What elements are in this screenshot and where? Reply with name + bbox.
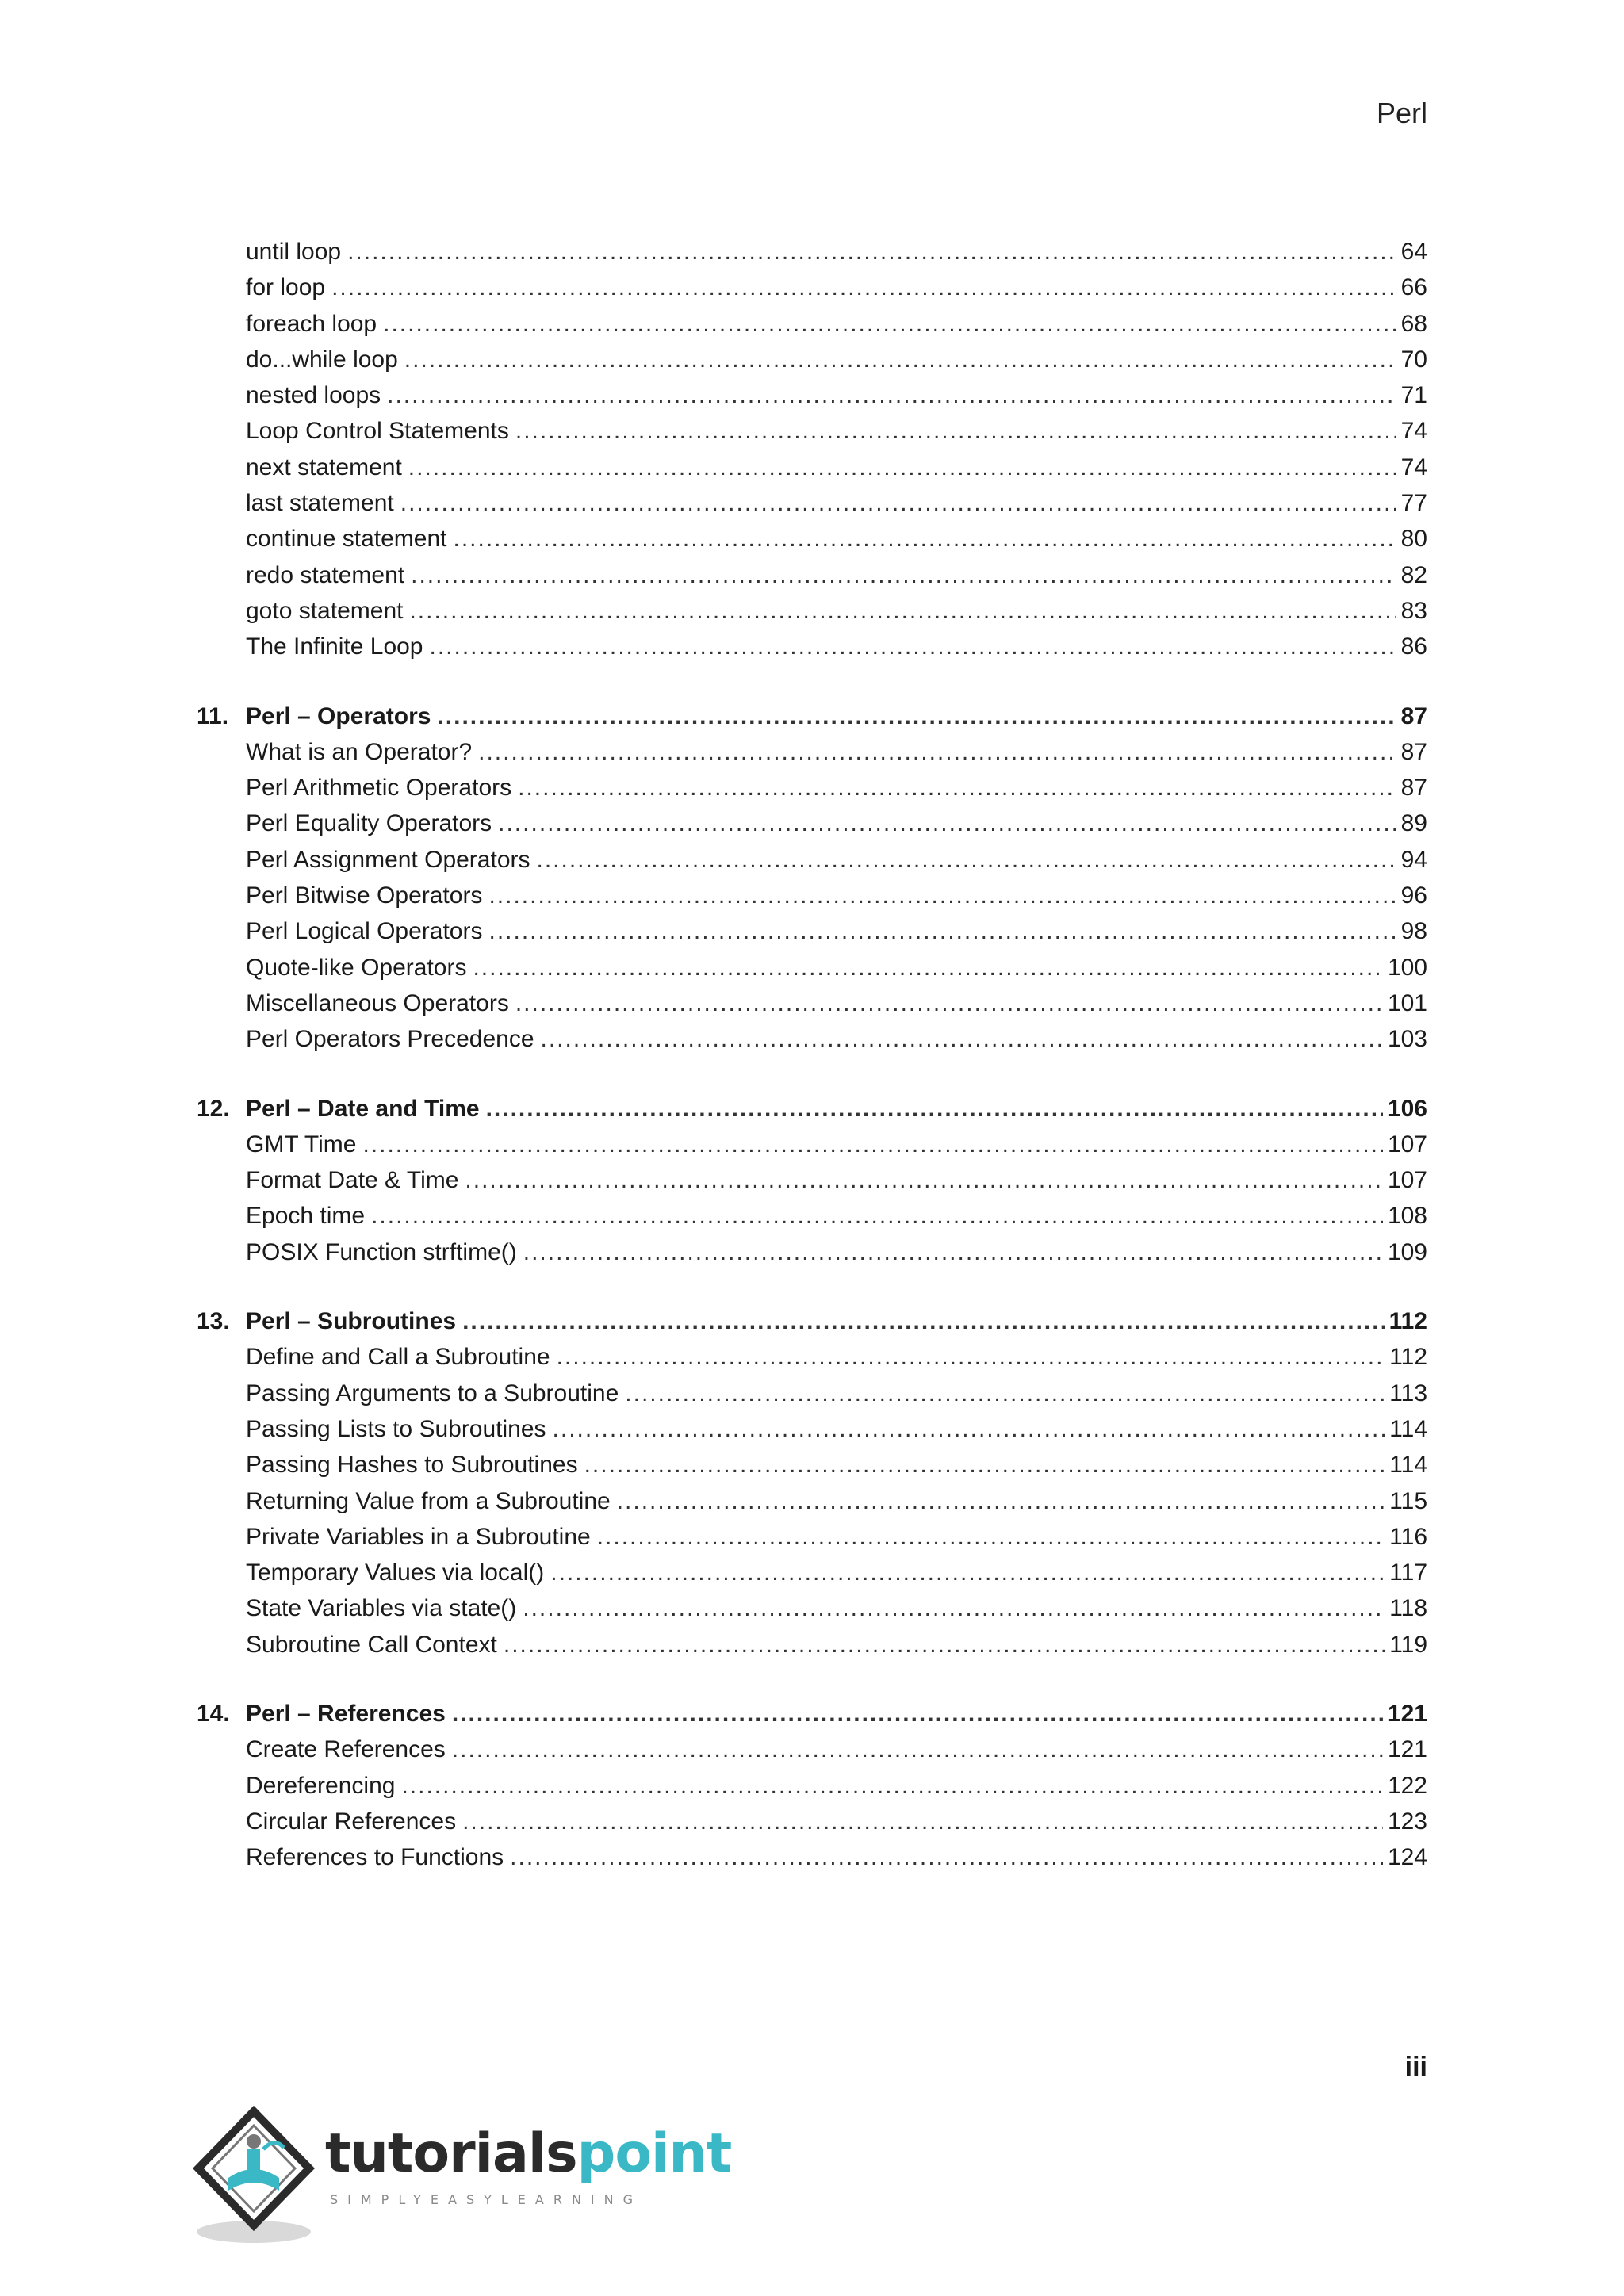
toc-entry[interactable] xyxy=(197,1376,1427,1411)
toc-entry[interactable] xyxy=(197,1162,1427,1198)
toc-entry-label: POSIX Function strftime() xyxy=(246,1238,517,1265)
toc-entry-page: 101 xyxy=(1387,989,1427,1016)
toc-entry[interactable] xyxy=(197,806,1427,841)
toc-entry-page: 80 xyxy=(1400,526,1427,553)
toc-entry-page: 121 xyxy=(1387,1700,1427,1727)
toc-entry[interactable] xyxy=(197,1447,1427,1483)
dot-leader xyxy=(553,1411,1385,1447)
dot-leader xyxy=(537,842,1396,878)
dot-leader xyxy=(617,1483,1385,1519)
toc-entry[interactable] xyxy=(197,1198,1427,1234)
logo-word-tutorials: tutorials xyxy=(325,2122,577,2185)
table-of-contents xyxy=(197,234,1427,1908)
toc-entry[interactable] xyxy=(197,842,1427,878)
dot-leader xyxy=(584,1447,1385,1483)
dot-leader xyxy=(523,1590,1385,1626)
toc-entry-label: Quote-like Operators xyxy=(246,954,467,981)
toc-entry-label: Perl Arithmetic Operators xyxy=(246,775,512,802)
toc-entry-page: 107 xyxy=(1387,1167,1427,1194)
dot-leader xyxy=(408,450,1396,485)
toc-entry-page: 83 xyxy=(1400,597,1427,624)
logo-diamond-icon xyxy=(190,2105,325,2248)
toc-entry[interactable] xyxy=(197,1627,1427,1663)
dot-leader xyxy=(387,377,1396,413)
dot-leader xyxy=(452,1696,1383,1732)
toc-entry-page: 96 xyxy=(1400,882,1427,909)
toc-entry-page: 103 xyxy=(1387,1026,1427,1053)
toc-entry-page: 113 xyxy=(1389,1380,1427,1406)
dot-leader xyxy=(371,1198,1383,1234)
dot-leader xyxy=(331,270,1396,305)
dot-leader xyxy=(401,1768,1383,1804)
toc-entry-page: 115 xyxy=(1389,1487,1427,1514)
dot-leader xyxy=(498,806,1396,841)
toc-section-chapter xyxy=(197,1091,1427,1270)
toc-entry[interactable] xyxy=(197,1127,1427,1162)
toc-entry-label: Perl – Subroutines xyxy=(246,1308,457,1335)
dot-leader xyxy=(362,1127,1382,1162)
toc-entry-page: 121 xyxy=(1387,1736,1427,1763)
toc-entry-page: 77 xyxy=(1400,490,1427,517)
toc-entry-label: Perl – Operators xyxy=(246,702,431,729)
toc-entry-page: 106 xyxy=(1387,1095,1427,1122)
toc-entry[interactable] xyxy=(197,734,1427,770)
toc-entry[interactable] xyxy=(197,629,1427,664)
toc-chapter-entry[interactable] xyxy=(197,1696,1427,1732)
toc-entry-label: Perl Logical Operators xyxy=(246,918,483,945)
toc-entry-label: Dereferencing xyxy=(246,1772,396,1799)
toc-entry-page: 107 xyxy=(1387,1131,1427,1158)
dot-leader xyxy=(465,1162,1383,1198)
toc-entry-label: do...while loop xyxy=(246,346,398,373)
toc-entry-label: Circular References xyxy=(246,1808,457,1835)
toc-section-continuation xyxy=(197,234,1427,665)
dot-leader xyxy=(462,1804,1383,1839)
toc-entry-label: Passing Arguments to a Subroutine xyxy=(246,1380,619,1406)
toc-entry-page: 94 xyxy=(1400,846,1427,873)
dot-leader xyxy=(510,1839,1383,1875)
toc-entry[interactable] xyxy=(197,950,1427,985)
dot-leader xyxy=(400,485,1396,521)
toc-entry-page: 114 xyxy=(1389,1415,1427,1442)
dot-leader xyxy=(541,1021,1383,1057)
dot-leader xyxy=(625,1376,1385,1411)
toc-entry[interactable] xyxy=(197,1732,1427,1767)
toc-entry-page: 124 xyxy=(1387,1844,1427,1871)
dot-leader xyxy=(404,342,1396,377)
toc-entry[interactable] xyxy=(197,1339,1427,1375)
toc-entry-label: The Infinite Loop xyxy=(246,633,423,660)
toc-entry-label: until loop xyxy=(246,239,342,265)
toc-entry-page: 68 xyxy=(1400,310,1427,337)
dot-leader xyxy=(462,1303,1385,1339)
toc-entry-label: next statement xyxy=(246,453,402,480)
toc-entry[interactable] xyxy=(197,913,1427,949)
toc-entry-page: 98 xyxy=(1400,918,1427,945)
dot-leader xyxy=(557,1339,1385,1375)
toc-chapter-entry[interactable] xyxy=(197,1091,1427,1127)
toc-entry[interactable] xyxy=(197,521,1427,557)
toc-entry[interactable] xyxy=(197,413,1427,449)
dot-leader xyxy=(518,770,1396,806)
page-header-title: Perl xyxy=(1376,97,1427,129)
toc-entry-label: Loop Control Statements xyxy=(246,418,509,445)
toc-entry[interactable] xyxy=(197,1555,1427,1590)
toc-entry-label: References to Functions xyxy=(246,1844,504,1871)
toc-chapter-entry[interactable] xyxy=(197,1303,1427,1339)
dot-leader xyxy=(515,985,1383,1021)
chapter-number: 14. xyxy=(197,1700,230,1727)
toc-entry-label: Create References xyxy=(246,1736,446,1763)
toc-entry[interactable] xyxy=(197,1768,1427,1804)
dot-leader xyxy=(504,1627,1385,1663)
toc-entry-label: Miscellaneous Operators xyxy=(246,989,509,1016)
toc-chapters xyxy=(197,698,1427,1876)
toc-entry-label: Epoch time xyxy=(246,1203,366,1230)
toc-entry[interactable] xyxy=(197,1804,1427,1839)
toc-entry-label: Perl – Date and Time xyxy=(246,1095,480,1122)
toc-entry-label: Passing Hashes to Subroutines xyxy=(246,1452,578,1479)
toc-entry-label: for loop xyxy=(246,274,326,301)
toc-entry-page: 112 xyxy=(1389,1344,1427,1371)
dot-leader xyxy=(452,1732,1383,1767)
dot-leader xyxy=(515,413,1396,449)
chapter-number: 12. xyxy=(197,1095,230,1122)
toc-entry[interactable] xyxy=(197,1234,1427,1270)
toc-entry-label: Returning Value from a Subroutine xyxy=(246,1487,611,1514)
toc-entry-label: Subroutine Call Context xyxy=(246,1631,497,1658)
toc-entry[interactable] xyxy=(197,1021,1427,1057)
toc-entry-label: Perl Assignment Operators xyxy=(246,846,530,873)
toc-entry[interactable] xyxy=(197,557,1427,593)
toc-entry[interactable] xyxy=(197,450,1427,485)
toc-entry-label: Passing Lists to Subroutines xyxy=(246,1415,546,1442)
toc-entry-label: goto statement xyxy=(246,597,404,624)
toc-entry-page: 114 xyxy=(1389,1452,1427,1479)
toc-entry-label: Perl Bitwise Operators xyxy=(246,882,483,909)
toc-entry-label: Format Date & Time xyxy=(246,1167,459,1194)
toc-entry-label: State Variables via state() xyxy=(246,1595,517,1622)
toc-entry[interactable] xyxy=(197,342,1427,377)
dot-leader xyxy=(437,698,1396,734)
dot-leader xyxy=(488,878,1396,913)
toc-entry[interactable] xyxy=(197,306,1427,342)
toc-entry-page: 74 xyxy=(1400,418,1427,445)
toc-entry-page: 66 xyxy=(1400,274,1427,301)
toc-entry-page: 71 xyxy=(1400,382,1427,409)
dot-leader xyxy=(411,557,1396,593)
logo-tagline: SIMPLYEASYLEARNING xyxy=(330,2192,643,2207)
toc-entry[interactable] xyxy=(197,878,1427,913)
toc-entry-label: continue statement xyxy=(246,526,447,553)
toc-entry-page: 122 xyxy=(1387,1772,1427,1799)
toc-entry[interactable] xyxy=(197,1483,1427,1519)
toc-entry-label: Private Variables in a Subroutine xyxy=(246,1523,591,1550)
toc-entry-page: 87 xyxy=(1400,775,1427,802)
toc-entry-page: 119 xyxy=(1389,1631,1427,1658)
toc-entry-label: What is an Operator? xyxy=(246,738,473,765)
dot-leader xyxy=(383,306,1396,342)
toc-entry[interactable] xyxy=(197,270,1427,305)
toc-entry[interactable] xyxy=(197,1590,1427,1626)
toc-entry-page: 70 xyxy=(1400,346,1427,373)
page-number: iii xyxy=(1404,2052,1427,2082)
toc-entry[interactable] xyxy=(197,1411,1427,1447)
toc-entry-label: redo statement xyxy=(246,561,405,588)
toc-entry[interactable] xyxy=(197,593,1427,629)
toc-entry[interactable] xyxy=(197,770,1427,806)
toc-section-chapter xyxy=(197,1303,1427,1663)
dot-leader xyxy=(478,734,1396,770)
dot-leader xyxy=(347,234,1396,270)
toc-entry-page: 87 xyxy=(1400,702,1427,729)
toc-entry-label: last statement xyxy=(246,490,394,517)
toc-entry[interactable] xyxy=(197,234,1427,270)
toc-entry-page: 116 xyxy=(1389,1523,1427,1550)
toc-entry-page: 117 xyxy=(1389,1559,1427,1586)
toc-entry-label: Perl – References xyxy=(246,1700,446,1727)
toc-entry[interactable] xyxy=(197,985,1427,1021)
toc-entry[interactable] xyxy=(197,1519,1427,1555)
chapter-number: 11. xyxy=(197,702,229,729)
toc-entry-label: Temporary Values via local() xyxy=(246,1559,545,1586)
toc-entry-label: foreach loop xyxy=(246,310,377,337)
dot-leader xyxy=(430,629,1396,664)
dot-leader xyxy=(473,950,1382,985)
logo-word-point: point xyxy=(576,2122,732,2185)
dot-leader xyxy=(486,1091,1383,1127)
toc-entry-page: 86 xyxy=(1400,633,1427,660)
toc-chapter-entry[interactable] xyxy=(197,698,1427,734)
dot-leader xyxy=(597,1519,1385,1555)
toc-entry-page: 109 xyxy=(1387,1238,1427,1265)
logo-wordmark xyxy=(325,2122,731,2185)
toc-entry-label: Define and Call a Subroutine xyxy=(246,1344,550,1371)
toc-entry-label: nested loops xyxy=(246,382,381,409)
toc-section-chapter xyxy=(197,1696,1427,1875)
toc-entry-page: 108 xyxy=(1387,1203,1427,1230)
toc-entry-label: Perl Operators Precedence xyxy=(246,1026,534,1053)
dot-leader xyxy=(523,1234,1383,1270)
toc-entry-page: 100 xyxy=(1387,954,1427,981)
chapter-number: 13. xyxy=(197,1308,230,1335)
tutorialspoint-logo xyxy=(190,2105,732,2256)
toc-entry[interactable] xyxy=(197,1839,1427,1875)
dot-leader xyxy=(488,913,1396,949)
toc-entry-page: 112 xyxy=(1388,1308,1427,1335)
dot-leader xyxy=(454,521,1396,557)
toc-entry-page: 82 xyxy=(1400,561,1427,588)
toc-entry-label: Perl Equality Operators xyxy=(246,810,492,837)
toc-entry-page: 123 xyxy=(1387,1808,1427,1835)
dot-leader xyxy=(550,1555,1385,1590)
toc-entry-page: 89 xyxy=(1400,810,1427,837)
toc-entry-page: 118 xyxy=(1389,1595,1427,1622)
toc-section-chapter xyxy=(197,698,1427,1058)
toc-entry-page: 74 xyxy=(1400,453,1427,480)
dot-leader xyxy=(409,593,1396,629)
toc-entry-label: GMT Time xyxy=(246,1131,357,1158)
toc-entry[interactable] xyxy=(197,485,1427,521)
toc-entry-page: 87 xyxy=(1400,738,1427,765)
toc-entry[interactable] xyxy=(197,377,1427,413)
toc-entry-page: 64 xyxy=(1400,239,1427,265)
